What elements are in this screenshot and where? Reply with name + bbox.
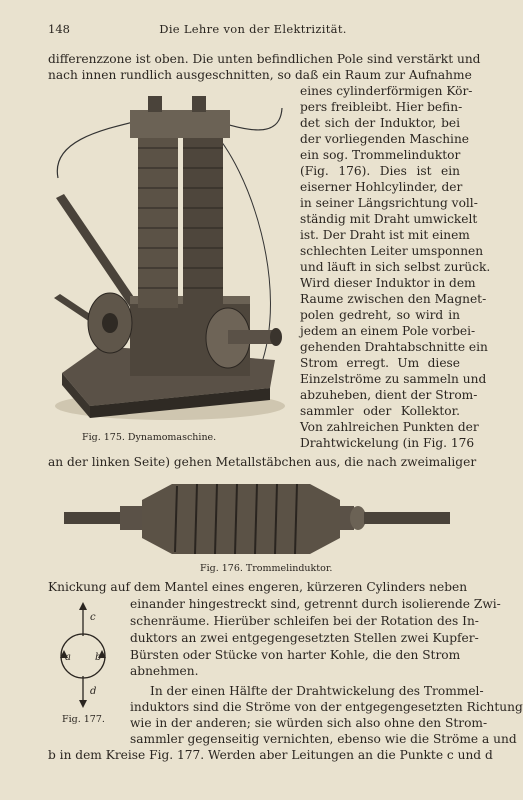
text-line: Knickung auf dem Mantel eines engeren, kürzeren Cylinders neben	[48, 580, 468, 594]
text-line: wie in der anderen; sie würden sich also ohne den Strom-	[130, 716, 488, 730]
text-line: polen gedreht, so wird in	[300, 308, 460, 322]
text-line: pers freibleibt. Hier befin-	[300, 100, 463, 114]
text-line: induktors sind die Ströme von der entgegengesetzten Richtung	[130, 700, 523, 714]
text-line: jedem an einem Pole vorbei-	[300, 324, 476, 338]
page-header	[48, 22, 458, 40]
text-line: eines cylinderförmigen Kör-	[300, 84, 473, 98]
text-line: In der einen Hälfte der Drahtwickelung des Trommel-	[150, 684, 484, 698]
text-line: Raume zwischen den Magnet-	[300, 292, 487, 306]
text-line: ständig mit Draht umwickelt	[300, 212, 478, 226]
text-line: der vorliegenden Maschine	[300, 132, 470, 146]
text-line: Drahtwickelung (in Fig. 176	[300, 436, 475, 450]
text-line: nach innen rundlich ausgeschnitten, so daß ein Raum zur Aufnahme	[48, 68, 472, 82]
text-line: abnehmen.	[130, 664, 199, 678]
text-line: Bürsten oder Stücke von harter Kohle, die den Strom	[130, 648, 461, 662]
fig177-label-c: c	[90, 612, 96, 623]
text-line: ein sog. Trommelinduktor	[300, 148, 461, 162]
text-line: einander hingestreckt sind, getrennt durch isolierende Zwi-	[130, 597, 501, 611]
text-line: (Fig. 176). Dies ist ein	[300, 164, 460, 178]
text-line: Wird dieser Induktor in dem	[300, 276, 476, 290]
text-line: duktors an zwei entgegengesetzten Stellen zwei Kupfer-	[130, 631, 479, 645]
running-title: Die Lehre von der Elektrizität.	[159, 22, 347, 36]
page-number: 148	[48, 22, 70, 36]
text-line: sammler oder Kollektor.	[300, 404, 460, 418]
figure-177-circle-diagram	[48, 600, 118, 710]
text-line: sammler gegenseitig vernichten, ebenso wie die Ströme a und	[130, 732, 517, 746]
figure-177-caption: Fig. 177.	[62, 714, 105, 725]
fig177-label-d: d	[90, 686, 97, 697]
figure-176-drum-armature	[62, 478, 454, 560]
fig177-label-a: a	[65, 652, 71, 663]
text-line: differenzzone ist oben. Die unten befindlichen Pole sind verstärkt und	[48, 52, 481, 66]
figure-176-caption: Fig. 176. Trommelinduktor.	[200, 563, 333, 574]
text-line: det sich der Induktor, bei	[300, 116, 460, 130]
text-line: Strom erregt. Um diese	[300, 356, 460, 370]
fig177-label-b: b	[95, 652, 102, 663]
text-line: abzuheben, dient der Strom-	[300, 388, 478, 402]
text-line: b in dem Kreise Fig. 177. Werden aber Leitungen an die Punkte c und d	[48, 748, 493, 762]
figure-175-dynamo-machine	[50, 88, 292, 428]
text-line: ist. Der Draht ist mit einem	[300, 228, 470, 242]
text-line: eiserner Hohlcylinder, der	[300, 180, 463, 194]
text-line: in seiner Längsrichtung voll-	[300, 196, 478, 210]
text-line: schenräume. Hierüber schleifen bei der Rotation des In-	[130, 614, 479, 628]
text-line: schlechten Leiter umsponnen	[300, 244, 484, 258]
text-line: und läuft in sich selbst zurück.	[300, 260, 491, 274]
text-line: an der linken Seite) gehen Metallstäbchen aus, die nach zweimaliger	[48, 455, 477, 469]
figure-175-caption: Fig. 175. Dynamomaschine.	[82, 432, 217, 443]
text-line: gehenden Drahtabschnitte ein	[300, 340, 488, 354]
text-line: Einzelströme zu sammeln und	[300, 372, 487, 386]
text-line: Von zahlreichen Punkten der	[300, 420, 479, 434]
